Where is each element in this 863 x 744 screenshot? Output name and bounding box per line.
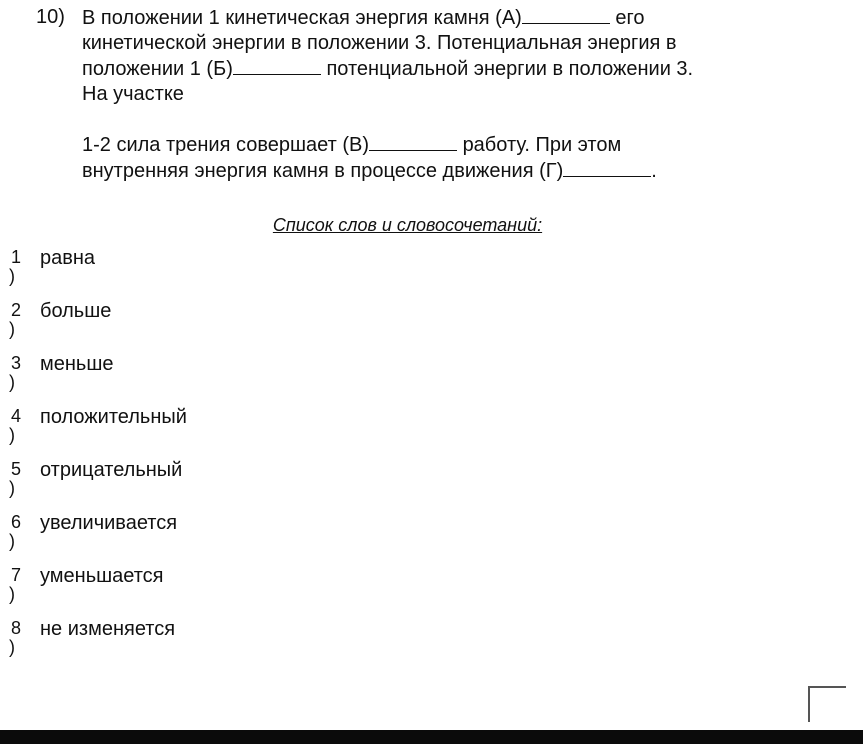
list-item-number: 7 [11,565,22,585]
list-item [0,564,400,617]
list-item-word: меньше [40,353,114,375]
page-corner-mark [808,686,846,722]
list-item-word: больше [40,300,112,322]
list-item-paren: ) [9,478,15,498]
question-text-segment: положении 1 (Б) [82,58,233,80]
question-text-segment: внутренняя энергия камня в процессе движения (Г) [82,160,564,182]
question-block [36,5,716,184]
question-text-segment: потенциальной энергии в положении 3. [326,58,694,80]
list-item [0,511,400,564]
list-item-number: 2 [11,300,22,320]
list-item-paren: ) [9,584,15,604]
list-item-paren: ) [9,372,15,392]
list-item-word: увеличивается [40,512,178,534]
list-item-word: уменьшается [40,565,164,587]
list-item-word: равна [40,247,96,269]
list-item [0,246,400,299]
question-line: кинетической энергии в положении 3. Потенциальная энергия в [82,32,677,54]
list-item [0,299,400,352]
answer-blank-g [563,158,651,177]
question-line: На участке [82,83,184,105]
answer-blank-v [369,132,457,151]
list-item-paren: ) [9,531,15,551]
list-item-number: 5 [11,459,22,479]
list-item [0,405,400,458]
question-line [82,5,716,31]
question-text-segment: работу. При этом [462,134,622,156]
question-text-segment: его [615,7,645,29]
question-text-segment: 1-2 сила трения совершает (В) [82,134,369,156]
bottom-edge-bar [0,730,863,744]
word-list-title: Список слов и словосочетаний: [272,215,543,235]
question-text-segment: . [651,160,657,182]
paragraph-gap [82,107,716,132]
question-number: 10) [36,6,65,28]
list-item-paren: ) [9,637,15,657]
answer-blank-b [233,56,321,75]
question-text [82,5,716,184]
list-item-number: 8 [11,618,22,638]
list-item-word: не изменяется [40,618,176,640]
list-item [0,617,400,670]
question-text-segment: В положении 1 кинетическая энергия камня (А) [82,7,522,29]
list-item-paren: ) [9,319,15,339]
list-item [0,352,400,405]
list-item-number: 1 [11,247,22,267]
question-line [82,56,716,82]
answer-blank-a [522,5,610,24]
question-line [82,158,716,184]
list-item-word: отрицательный [40,459,183,481]
list-item-paren: ) [9,425,15,445]
list-item-word: положительный [40,406,187,428]
list-item-paren: ) [9,266,15,286]
question-line [82,132,716,158]
list-item-number: 4 [11,406,22,426]
list-item [0,458,400,511]
word-list [0,246,400,670]
list-item-number: 3 [11,353,22,373]
list-item-number: 6 [11,512,22,532]
